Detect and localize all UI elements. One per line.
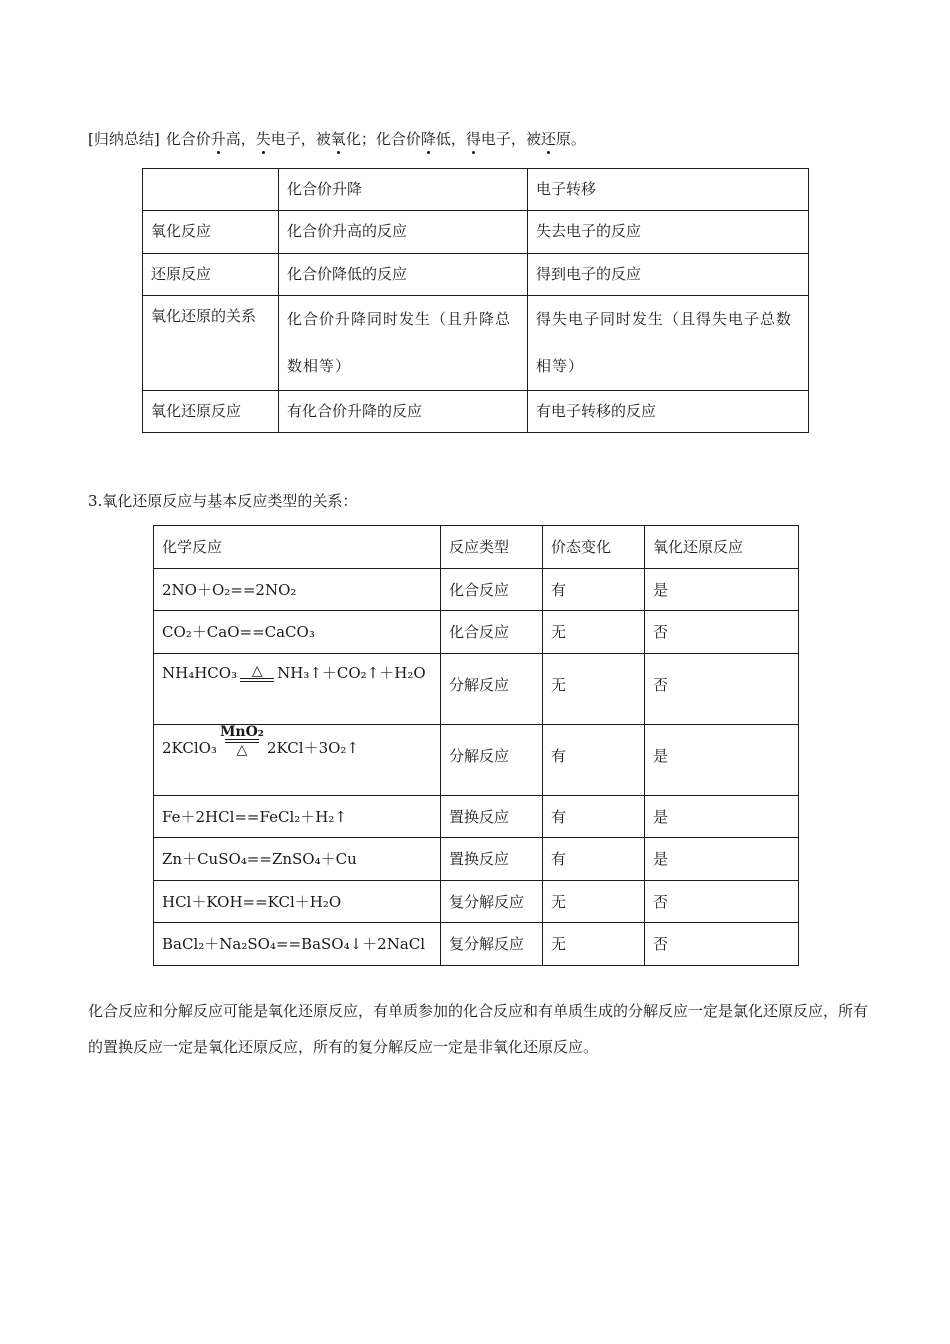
table-cell: 氧化还原的关系 [143,296,279,391]
heat-triangle: △ [236,742,248,758]
emphasis-char: 得 [465,130,481,148]
table-cell: 化合价升降 [279,169,528,211]
equation-cell [154,725,441,796]
table-cell: 反应类型 [441,526,543,569]
table-cell: 无 [543,611,645,654]
table-cell: 是 [645,796,799,838]
products: 2KCl＋3O₂↑ [266,739,359,757]
table-row [143,296,809,391]
table-cell: 否 [645,881,799,923]
table-cell [143,169,279,211]
table-cell: 氧化还原反应 [645,526,799,569]
summary-text: 化；化合价 [345,130,421,148]
table-cell: 是 [645,838,799,881]
reactant: 2KClO₃ [162,739,217,757]
table-row [154,725,799,796]
table-row [154,569,799,611]
products: NH₃↑＋CO₂↑＋H₂O [277,664,426,682]
emphasis-char: 降 [420,130,436,148]
summary-text: 电子，被 [480,130,541,148]
table-cell: 否 [645,611,799,654]
table-cell: 得失电子同时发生（且得失电子总数相等） [528,296,809,391]
table-cell: 有 [543,838,645,881]
table-cell: 化合反应 [441,569,543,611]
table-row [143,391,809,433]
equation [162,662,426,684]
table-cell: 有 [543,796,645,838]
table-cell: 有化合价升降的反应 [279,391,528,433]
table-cell: 复分解反应 [441,881,543,923]
table-cell: 是 [645,569,799,611]
table-cell: 失去电子的反应 [528,211,809,254]
table-row [154,611,799,654]
equation-cell: Zn＋CuSO₄==ZnSO₄＋Cu [154,838,441,881]
conclusion-paragraph: 化合反应和分解反应可能是氧化还原反应，有单质参加的化合反应和有单质生成的分解反应一定是氯化还原反应，所有的置换反应一定是氧化还原反应，所有的复分解反应一定是非氧化还原反应。 [88,1002,869,1056]
table-cell: 化合价升降同时发生（且升降总数相等） [279,296,528,391]
equation-cell: 2NO＋O₂==2NO₂ [154,569,441,611]
table-row [154,796,799,838]
table-cell: 还原反应 [143,254,279,296]
table-cell: 价态变化 [543,526,645,569]
table-cell: 分解反应 [441,654,543,725]
table-cell: 有电子转移的反应 [528,391,809,433]
summary-text: 电子，被 [270,130,331,148]
summary-line [88,128,888,150]
reaction-type-table [153,525,799,966]
table-cell: 化合价升高的反应 [279,211,528,254]
table-row [143,211,809,254]
section-heading: 3.氧化还原反应与基本反应类型的关系： [88,492,358,510]
summary-text: 原。 [555,130,586,148]
table-cell: 置换反应 [441,796,543,838]
table-cell: 分解反应 [441,725,543,796]
table-cell: 无 [543,881,645,923]
heat-triangle: △ [251,663,263,679]
redox-definition-table [142,168,809,433]
summary-text: 化合价 [165,130,211,148]
equation [162,724,359,759]
equation-cell [154,654,441,725]
table-cell: 有 [543,569,645,611]
table-cell: 是 [645,725,799,796]
table-cell: 得到电子的反应 [528,254,809,296]
summary-text: 高， [225,130,256,148]
reactant: NH₄HCO₃ [162,664,238,682]
emphasis-char: 氧 [330,130,346,148]
table-header-row [154,526,799,569]
table-row [154,923,799,966]
heat-condition [240,664,274,682]
equation-cell: CO₂＋CaO==CaCO₃ [154,611,441,654]
equation-cell: HCl＋KOH==KCl＋H₂O [154,881,441,923]
table-cell: 置换反应 [441,838,543,881]
emphasis-char: 失 [255,130,271,148]
emphasis-char: 还 [540,130,556,148]
table-header-row [143,169,809,211]
table-cell: 否 [645,654,799,725]
table-cell: 有 [543,725,645,796]
table-row [154,881,799,923]
summary-bracket: [归纳总结] [88,130,160,148]
catalyst-label: MnO₂ [219,724,264,740]
table-row [143,254,809,296]
table-cell: 化学反应 [154,526,441,569]
table-cell: 化合反应 [441,611,543,654]
table-cell: 氧化还原反应 [143,391,279,433]
equation-cell: Fe＋2HCl==FeCl₂＋H₂↑ [154,796,441,838]
table-row [154,654,799,725]
table-row [154,838,799,881]
table-cell: 复分解反应 [441,923,543,966]
table-cell: 化合价降低的反应 [279,254,528,296]
table-cell: 无 [543,654,645,725]
emphasis-char: 升 [210,130,226,148]
equation-cell: BaCl₂＋Na₂SO₄==BaSO₄↓＋2NaCl [154,923,441,966]
table-cell: 电子转移 [528,169,809,211]
table-cell: 无 [543,923,645,966]
table-cell: 氧化反应 [143,211,279,254]
equals-bar [240,678,274,682]
catalyst-condition [220,725,264,757]
table-cell: 否 [645,923,799,966]
summary-text: 低， [435,130,466,148]
